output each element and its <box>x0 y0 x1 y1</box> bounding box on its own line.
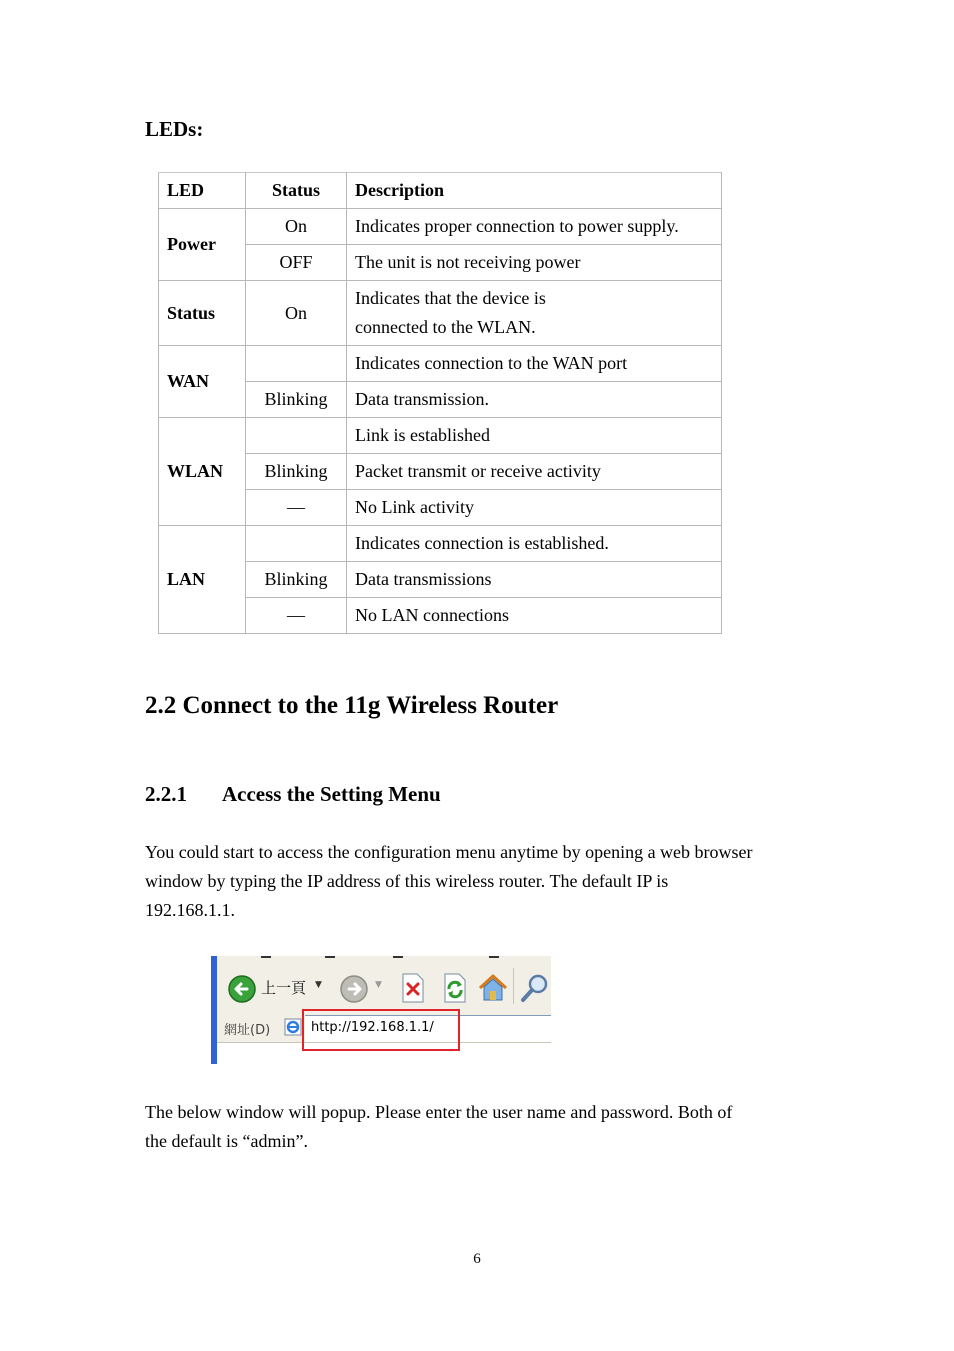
description-line: Indicates that the device is <box>355 288 546 308</box>
description-cell: Indicates connection is established. <box>347 526 722 562</box>
ie-page-icon <box>283 1017 303 1037</box>
page-number: 6 <box>473 1251 481 1267</box>
paragraph-access-menu <box>145 838 815 925</box>
description-cell: Indicates connection to the WAN port <box>347 346 722 382</box>
paragraph-line: You could start to access the configuration menu anytime by opening a web browser <box>145 842 753 862</box>
address-highlight-box <box>302 1009 460 1051</box>
status-cell <box>246 346 347 382</box>
paragraph-line: The below window will popup. Please enter the user name and password. Both of <box>145 1102 733 1122</box>
paragraph-line: window by typing the IP address of this wireless router. The default IP is <box>145 871 669 891</box>
description-cell: No Link activity <box>347 490 722 526</box>
address-label: 網址(D) <box>224 1023 271 1038</box>
status-cell: — <box>246 490 347 526</box>
led-name-status: Status <box>159 281 246 346</box>
led-name-lan: LAN <box>159 526 246 634</box>
status-cell <box>246 418 347 454</box>
tick-mark <box>393 956 403 958</box>
table-row <box>159 346 722 382</box>
description-cell: Link is established <box>347 418 722 454</box>
led-name-power: Power <box>159 209 246 281</box>
table-row <box>159 418 722 454</box>
back-arrow-icon[interactable] <box>227 974 257 1004</box>
header-description: Description <box>347 173 722 209</box>
description-line: connected to the WLAN. <box>355 317 536 337</box>
description-cell: Packet transmit or receive activity <box>347 454 722 490</box>
status-cell: — <box>246 598 347 634</box>
refresh-icon[interactable] <box>441 972 469 1004</box>
section-title: Access the Setting Menu <box>222 782 441 806</box>
stop-icon[interactable] <box>399 972 427 1004</box>
status-cell <box>246 526 347 562</box>
browser-screenshot <box>211 956 551 1064</box>
led-name-wan: WAN <box>159 346 246 418</box>
home-icon[interactable] <box>477 972 509 1004</box>
header-led: LED <box>159 173 246 209</box>
led-name-wlan: WLAN <box>159 418 246 526</box>
paragraph-login-popup <box>145 1098 815 1156</box>
tick-mark <box>325 956 335 958</box>
back-button-label[interactable]: 上一頁 <box>261 979 307 997</box>
led-table <box>158 172 722 634</box>
table-row <box>159 209 722 245</box>
chevron-down-icon[interactable]: ▼ <box>315 980 322 990</box>
table-header-row <box>159 173 722 209</box>
status-cell: On <box>246 209 347 245</box>
description-cell: The unit is not receiving power <box>347 245 722 281</box>
status-cell: Blinking <box>246 382 347 418</box>
description-cell: No LAN connections <box>347 598 722 634</box>
chevron-down-icon[interactable]: ▼ <box>375 980 382 990</box>
tick-mark <box>489 956 499 958</box>
tick-mark <box>261 956 271 958</box>
table-row <box>159 281 722 346</box>
status-cell: OFF <box>246 245 347 281</box>
status-cell: Blinking <box>246 562 347 598</box>
section-heading-2-2: 2.2 Connect to the 11g Wireless Router <box>145 692 559 719</box>
browser-toolbar <box>217 964 551 1008</box>
forward-arrow-icon[interactable] <box>339 974 369 1004</box>
paragraph-line: 192.168.1.1. <box>145 900 235 920</box>
address-value[interactable]: http://192.168.1.1/ <box>311 1020 434 1035</box>
description-cell: Data transmissions <box>347 562 722 598</box>
description-cell: Data transmission. <box>347 382 722 418</box>
section-heading-2-2-1 <box>145 782 441 807</box>
paragraph-line: the default is “admin”. <box>145 1131 308 1151</box>
toolbar-separator <box>513 968 514 1004</box>
leds-heading: LEDs: <box>145 117 204 141</box>
status-cell: On <box>246 281 347 346</box>
status-cell: Blinking <box>246 454 347 490</box>
table-row <box>159 526 722 562</box>
description-cell: Indicates proper connection to power supply. <box>347 209 722 245</box>
search-icon[interactable] <box>519 972 551 1004</box>
header-status: Status <box>246 173 347 209</box>
description-cell <box>347 281 722 346</box>
section-number: 2.2.1 <box>145 782 187 806</box>
